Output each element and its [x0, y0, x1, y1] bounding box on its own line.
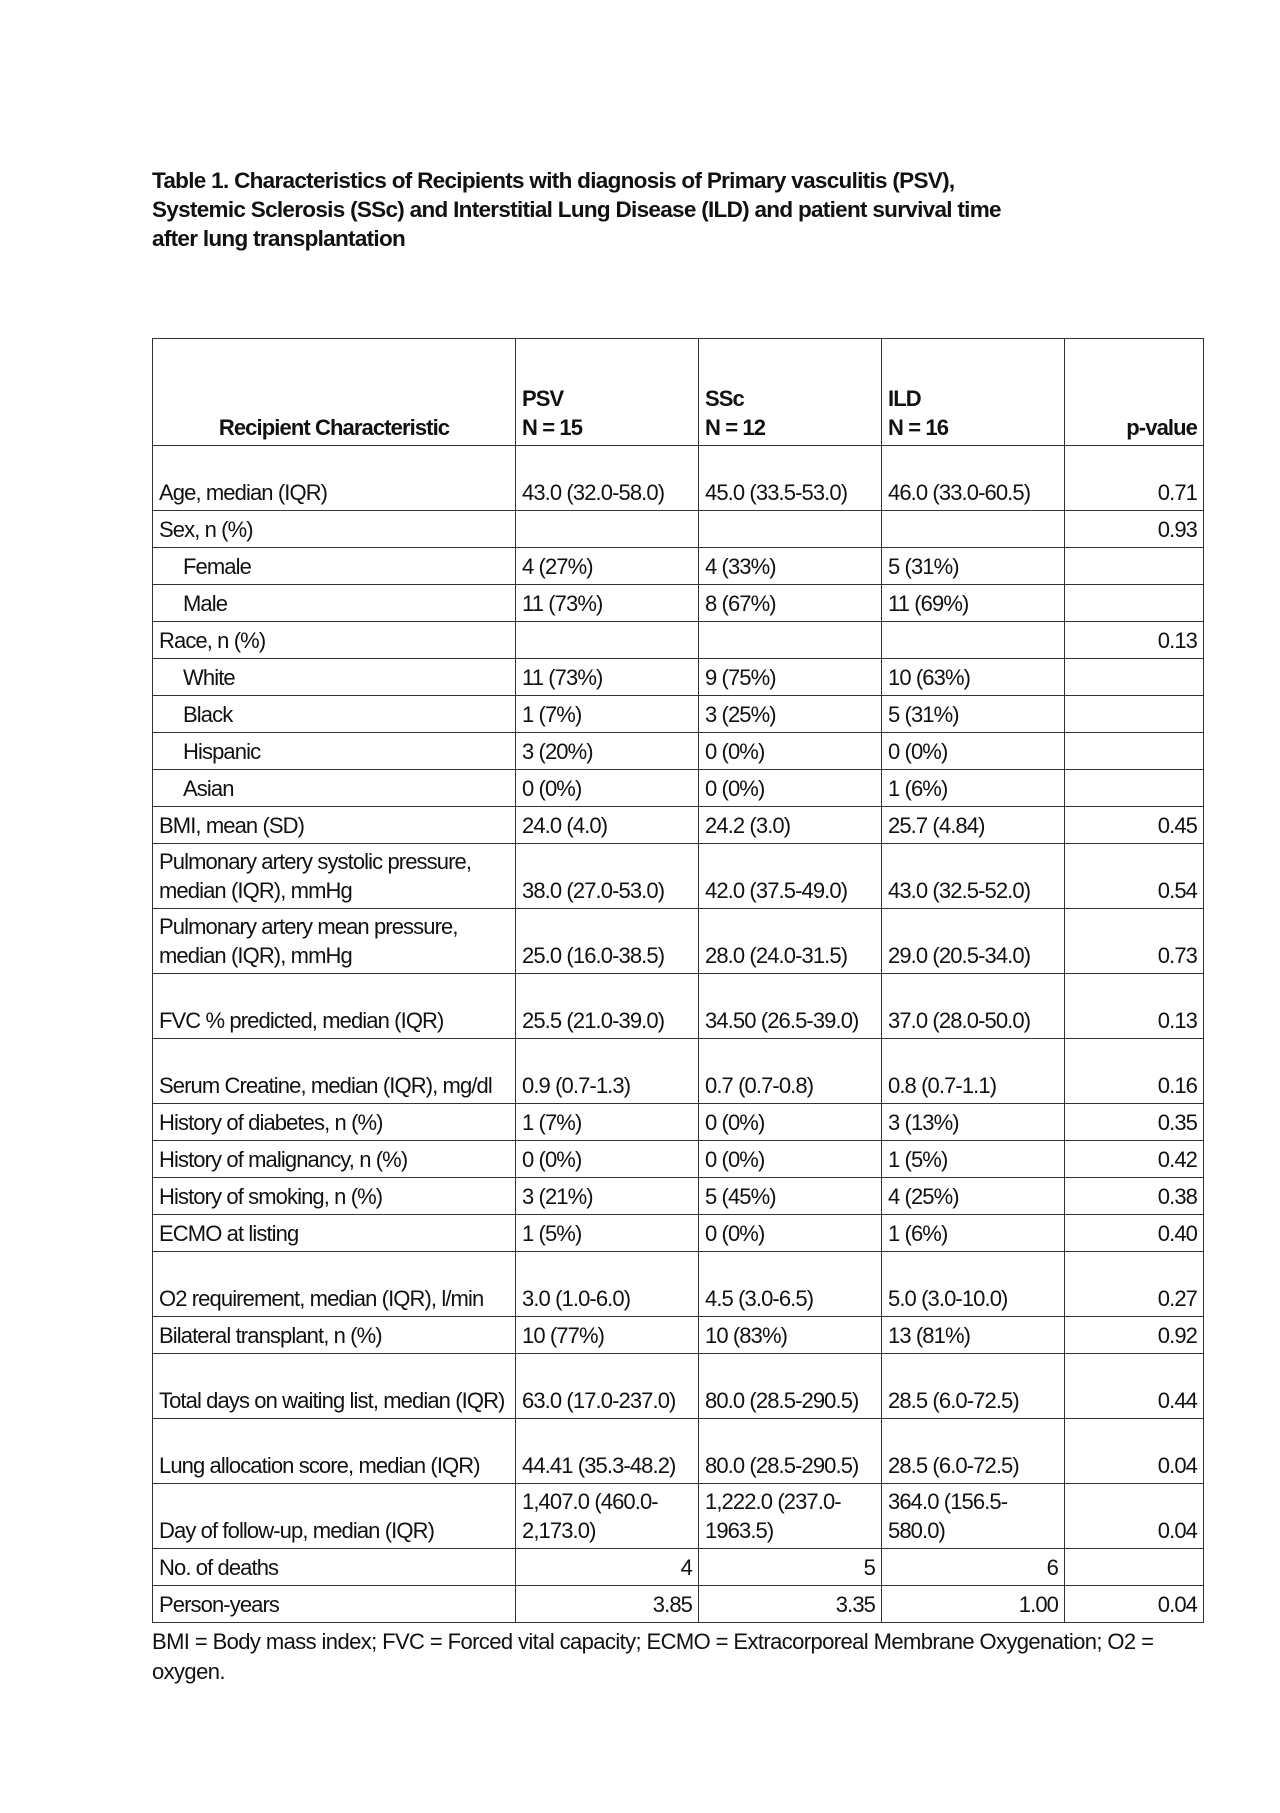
cell-ild: 1 (6%)	[882, 770, 1065, 807]
document	[152, 166, 1212, 1687]
row-label: White	[153, 659, 516, 696]
table-row	[153, 1586, 1204, 1623]
cell-p-value	[1065, 770, 1204, 807]
cell-ssc: 4.5 (3.0-6.5)	[699, 1252, 882, 1317]
row-label: No. of deaths	[153, 1549, 516, 1586]
characteristics-table	[152, 338, 1204, 1623]
cell-ssc	[699, 511, 882, 548]
table-row	[153, 909, 1204, 974]
cell-ild: 29.0 (20.5-34.0)	[882, 909, 1065, 974]
title-line: Systemic Sclerosis (SSc) and Interstitial Lung Disease (ILD) and patient survival time	[152, 197, 1001, 222]
table-row	[153, 1252, 1204, 1317]
table-row	[153, 1215, 1204, 1252]
cell-ssc: 5	[699, 1549, 882, 1586]
header-psv-label: PSV	[522, 386, 564, 411]
cell-psv: 0 (0%)	[516, 1141, 699, 1178]
cell-psv: 38.0 (27.0-53.0)	[516, 844, 699, 909]
table-row	[153, 807, 1204, 844]
cell-psv: 3 (20%)	[516, 733, 699, 770]
cell-p-value: 0.13	[1065, 622, 1204, 659]
row-label: Bilateral transplant, n (%)	[153, 1317, 516, 1354]
cell-p-value: 0.16	[1065, 1039, 1204, 1104]
cell-p-value	[1065, 548, 1204, 585]
cell-ild: 28.5 (6.0-72.5)	[882, 1354, 1065, 1419]
row-label: Hispanic	[153, 733, 516, 770]
cell-p-value	[1065, 733, 1204, 770]
cell-ild: 364.0 (156.5-580.0)	[882, 1484, 1065, 1549]
cell-ild: 5 (31%)	[882, 696, 1065, 733]
cell-psv: 1,407.0 (460.0-2,173.0)	[516, 1484, 699, 1549]
row-label: History of smoking, n (%)	[153, 1178, 516, 1215]
header-ild-n: N = 16	[888, 415, 949, 440]
cell-ild: 13 (81%)	[882, 1317, 1065, 1354]
cell-p-value	[1065, 696, 1204, 733]
cell-p-value: 0.04	[1065, 1419, 1204, 1484]
header-psv	[516, 339, 699, 446]
header-psv-n: N = 15	[522, 415, 583, 440]
cell-ssc: 10 (83%)	[699, 1317, 882, 1354]
cell-ssc: 34.50 (26.5-39.0)	[699, 974, 882, 1039]
table-row	[153, 974, 1204, 1039]
cell-p-value: 0.92	[1065, 1317, 1204, 1354]
header-p-value: p-value	[1065, 339, 1204, 446]
cell-ild: 1 (5%)	[882, 1141, 1065, 1178]
row-label: Sex, n (%)	[153, 511, 516, 548]
row-label: Black	[153, 696, 516, 733]
cell-psv: 44.41 (35.3-48.2)	[516, 1419, 699, 1484]
cell-ild: 1 (6%)	[882, 1215, 1065, 1252]
table-row	[153, 733, 1204, 770]
row-label: Pulmonary artery systolic pressure, median (IQR), mmHg	[153, 844, 516, 909]
table-row	[153, 446, 1204, 511]
table-row	[153, 659, 1204, 696]
cell-ssc: 4 (33%)	[699, 548, 882, 585]
cell-psv: 25.5 (21.0-39.0)	[516, 974, 699, 1039]
cell-ssc: 9 (75%)	[699, 659, 882, 696]
table-row	[153, 844, 1204, 909]
cell-p-value: 0.45	[1065, 807, 1204, 844]
cell-psv: 1 (7%)	[516, 1104, 699, 1141]
row-label: Race, n (%)	[153, 622, 516, 659]
row-label: Asian	[153, 770, 516, 807]
table-row	[153, 1141, 1204, 1178]
cell-psv: 10 (77%)	[516, 1317, 699, 1354]
table-title	[152, 166, 1212, 253]
cell-ssc: 0 (0%)	[699, 1104, 882, 1141]
row-label: BMI, mean (SD)	[153, 807, 516, 844]
cell-psv: 43.0 (32.0-58.0)	[516, 446, 699, 511]
row-label: Pulmonary artery mean pressure, median (IQR), mmHg	[153, 909, 516, 974]
header-ild-label: ILD	[888, 386, 921, 411]
header-ild	[882, 339, 1065, 446]
table-row	[153, 622, 1204, 659]
row-label: Total days on waiting list, median (IQR)	[153, 1354, 516, 1419]
table-row	[153, 1317, 1204, 1354]
header-ssc-n: N = 12	[705, 415, 766, 440]
footnote: BMI = Body mass index; FVC = Forced vital capacity; ECMO = Extracorporeal Membrane Oxygenation; O2 = oxygen.	[152, 1629, 1154, 1684]
cell-ild: 46.0 (33.0-60.5)	[882, 446, 1065, 511]
cell-psv: 0.9 (0.7-1.3)	[516, 1039, 699, 1104]
cell-ssc: 1,222.0 (237.0-1963.5)	[699, 1484, 882, 1549]
cell-p-value: 0.40	[1065, 1215, 1204, 1252]
cell-ild: 11 (69%)	[882, 585, 1065, 622]
cell-psv: 1 (5%)	[516, 1215, 699, 1252]
header-characteristic: Recipient Characteristic	[153, 339, 516, 446]
cell-ild: 1.00	[882, 1586, 1065, 1623]
table-row	[153, 1354, 1204, 1419]
cell-ild: 10 (63%)	[882, 659, 1065, 696]
cell-p-value: 0.13	[1065, 974, 1204, 1039]
cell-ild: 43.0 (32.5-52.0)	[882, 844, 1065, 909]
cell-ssc: 0 (0%)	[699, 770, 882, 807]
cell-p-value: 0.42	[1065, 1141, 1204, 1178]
title-line: Table 1. Characteristics of Recipients with diagnosis of Primary vasculitis (PSV),	[152, 168, 955, 193]
cell-p-value: 0.54	[1065, 844, 1204, 909]
row-label: Serum Creatine, median (IQR), mg/dl	[153, 1039, 516, 1104]
cell-p-value: 0.27	[1065, 1252, 1204, 1317]
table-row	[153, 1419, 1204, 1484]
cell-ild: 28.5 (6.0-72.5)	[882, 1419, 1065, 1484]
cell-psv: 3 (21%)	[516, 1178, 699, 1215]
cell-ild: 4 (25%)	[882, 1178, 1065, 1215]
cell-p-value: 0.38	[1065, 1178, 1204, 1215]
cell-p-value	[1065, 585, 1204, 622]
cell-p-value	[1065, 1549, 1204, 1586]
row-label: Day of follow-up, median (IQR)	[153, 1484, 516, 1549]
table-row	[153, 1549, 1204, 1586]
header-ssc-label: SSc	[705, 386, 744, 411]
row-label: Male	[153, 585, 516, 622]
cell-p-value	[1065, 659, 1204, 696]
cell-psv: 4 (27%)	[516, 548, 699, 585]
cell-psv: 1 (7%)	[516, 696, 699, 733]
cell-p-value: 0.04	[1065, 1484, 1204, 1549]
cell-ssc: 5 (45%)	[699, 1178, 882, 1215]
cell-p-value: 0.93	[1065, 511, 1204, 548]
cell-ssc	[699, 622, 882, 659]
table-row	[153, 1484, 1204, 1549]
cell-ssc: 42.0 (37.5-49.0)	[699, 844, 882, 909]
cell-ssc: 0 (0%)	[699, 733, 882, 770]
row-label: History of diabetes, n (%)	[153, 1104, 516, 1141]
cell-psv: 4	[516, 1549, 699, 1586]
cell-ild: 3 (13%)	[882, 1104, 1065, 1141]
cell-psv: 3.0 (1.0-6.0)	[516, 1252, 699, 1317]
row-label: Age, median (IQR)	[153, 446, 516, 511]
cell-ild: 0.8 (0.7-1.1)	[882, 1039, 1065, 1104]
cell-ssc: 3 (25%)	[699, 696, 882, 733]
table-row	[153, 548, 1204, 585]
cell-ild: 6	[882, 1549, 1065, 1586]
cell-ild	[882, 511, 1065, 548]
row-label: Person-years	[153, 1586, 516, 1623]
cell-p-value: 0.44	[1065, 1354, 1204, 1419]
cell-ssc: 45.0 (33.5-53.0)	[699, 446, 882, 511]
table-row	[153, 585, 1204, 622]
cell-ssc: 80.0 (28.5-290.5)	[699, 1354, 882, 1419]
cell-psv: 63.0 (17.0-237.0)	[516, 1354, 699, 1419]
cell-p-value: 0.04	[1065, 1586, 1204, 1623]
cell-ild	[882, 622, 1065, 659]
row-label: Lung allocation score, median (IQR)	[153, 1419, 516, 1484]
cell-ild: 0 (0%)	[882, 733, 1065, 770]
row-label: ECMO at listing	[153, 1215, 516, 1252]
cell-p-value: 0.73	[1065, 909, 1204, 974]
cell-psv	[516, 511, 699, 548]
cell-ssc: 0 (0%)	[699, 1215, 882, 1252]
table-row	[153, 1178, 1204, 1215]
cell-psv: 0 (0%)	[516, 770, 699, 807]
cell-p-value: 0.35	[1065, 1104, 1204, 1141]
cell-psv: 24.0 (4.0)	[516, 807, 699, 844]
table-row	[153, 1104, 1204, 1141]
header-ssc	[699, 339, 882, 446]
cell-psv: 11 (73%)	[516, 659, 699, 696]
cell-ssc: 8 (67%)	[699, 585, 882, 622]
cell-ild: 25.7 (4.84)	[882, 807, 1065, 844]
cell-psv: 25.0 (16.0-38.5)	[516, 909, 699, 974]
table-row	[153, 770, 1204, 807]
table-row	[153, 511, 1204, 548]
cell-psv	[516, 622, 699, 659]
cell-ssc: 24.2 (3.0)	[699, 807, 882, 844]
cell-ild: 5 (31%)	[882, 548, 1065, 585]
row-label: History of malignancy, n (%)	[153, 1141, 516, 1178]
row-label: O2 requirement, median (IQR), l/min	[153, 1252, 516, 1317]
cell-ild: 37.0 (28.0-50.0)	[882, 974, 1065, 1039]
cell-ssc: 80.0 (28.5-290.5)	[699, 1419, 882, 1484]
cell-ssc: 28.0 (24.0-31.5)	[699, 909, 882, 974]
cell-ild: 5.0 (3.0-10.0)	[882, 1252, 1065, 1317]
title-line: after lung transplantation	[152, 226, 406, 251]
cell-ssc: 3.35	[699, 1586, 882, 1623]
table-row	[153, 1039, 1204, 1104]
row-label: Female	[153, 548, 516, 585]
header-row	[153, 339, 1204, 446]
cell-psv: 11 (73%)	[516, 585, 699, 622]
cell-ssc: 0 (0%)	[699, 1141, 882, 1178]
table-row	[153, 696, 1204, 733]
cell-p-value: 0.71	[1065, 446, 1204, 511]
cell-psv: 3.85	[516, 1586, 699, 1623]
cell-ssc: 0.7 (0.7-0.8)	[699, 1039, 882, 1104]
row-label: FVC % predicted, median (IQR)	[153, 974, 516, 1039]
